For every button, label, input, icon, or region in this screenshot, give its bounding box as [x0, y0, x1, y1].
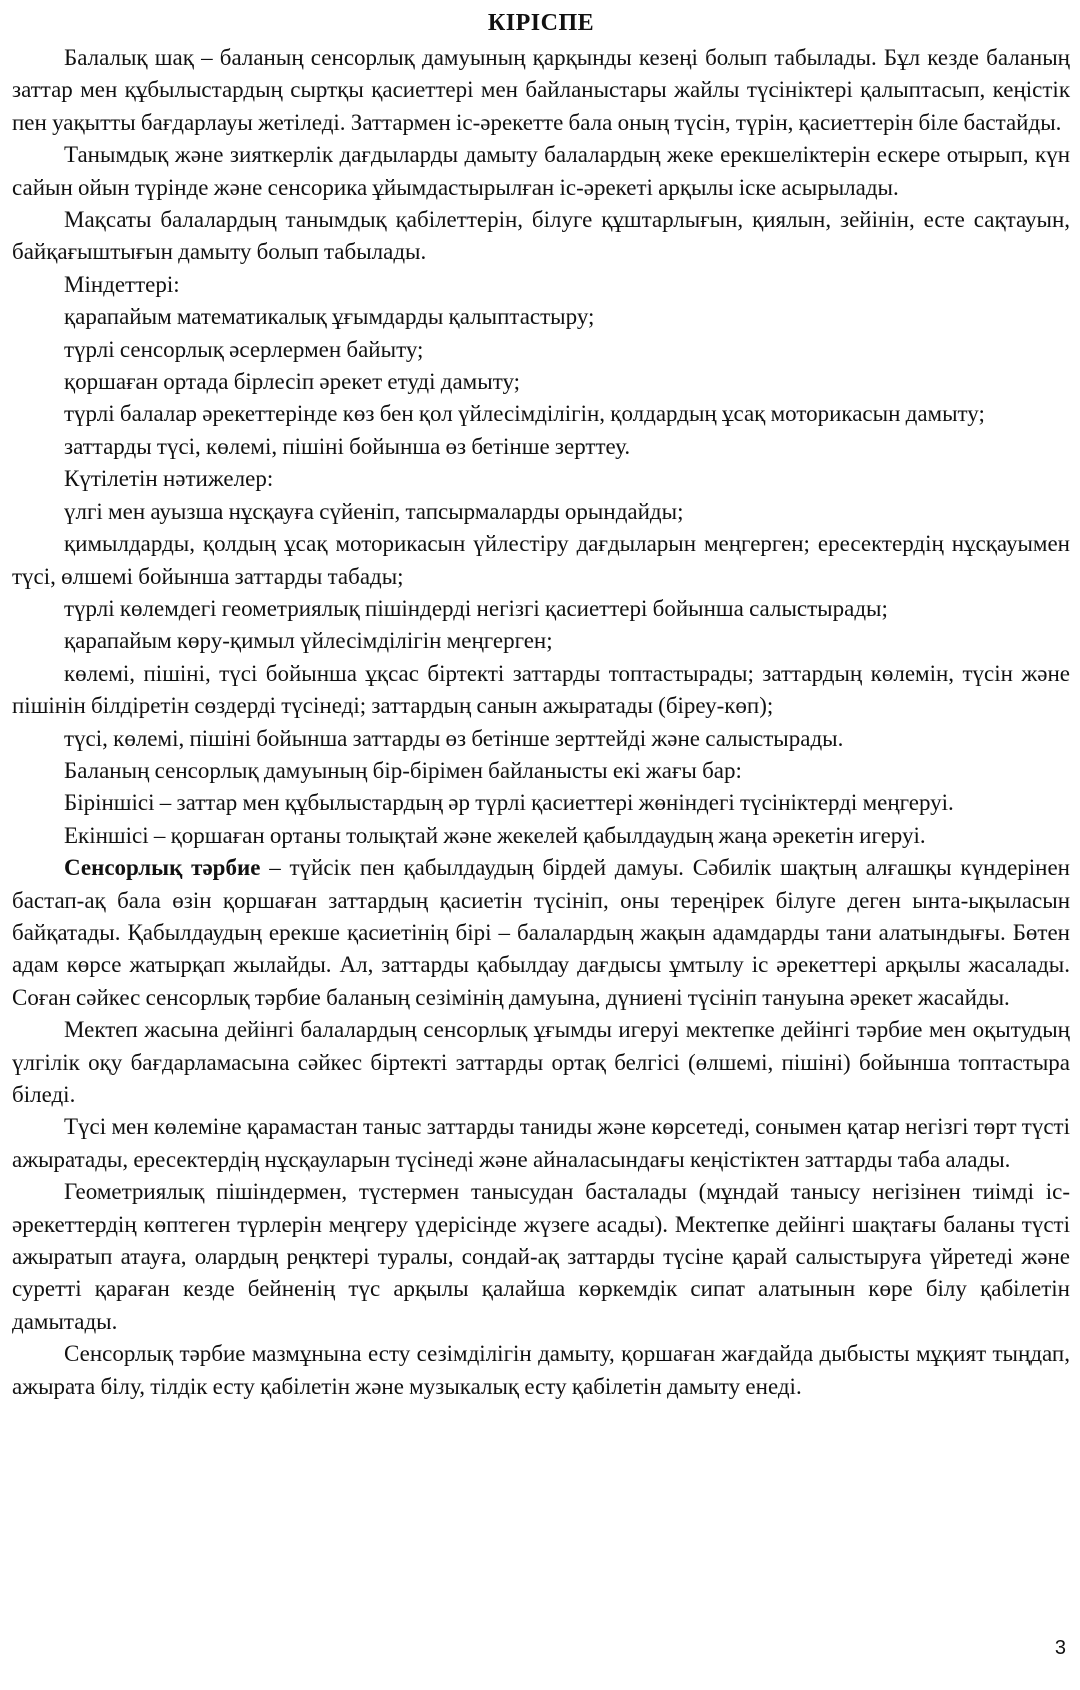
- paragraph-second-side: Екіншісі – қоршаған ортаны толықтай және жекелей қабылдаудың жаңа әрекетін игеруі.: [64, 822, 926, 848]
- paragraph-first-side: Біріншісі – заттар мен құбылыстардың әр түрлі қасиеттері жөніндегі түсініктерді меңгеруі.: [64, 790, 954, 816]
- paragraph-1: Балалық шақ – баланың сенсорлық дамуының қарқынды кезеңі болып табылады. Бұл кезде баланың заттар мен құбылыстардың сыртқы қасиеттері мен байланыстары жайлы түсініктері қалыптасып, кеңістік пен уақытты бағдарлауы жетіледі. Заттармен іс-әрекетте бала оның түсін, түрін, қасиеттерін біле бастайды.: [12, 45, 1070, 135]
- paragraph-3: Мақсаты балалардың танымдық қабілеттерін, білуге құштарлығын, қиялын, зейінін, есте сақтауын, байқағыштығын дамыту болып табылады.: [12, 207, 1070, 265]
- page-title: КІРІСПЕ: [487, 10, 595, 36]
- task-item-1: қарапайым математикалық ұғымдарды қалыптастыру;: [64, 304, 595, 330]
- sensory-education-term: Сенсорлық тәрбие: [64, 855, 261, 881]
- task-item-3: қоршаған ортада бірлесіп әрекет етуді дамыту;: [64, 369, 521, 395]
- task-item-5: заттарды түсі, көлемі, пішіні бойынша өз бетінше зерттеу.: [64, 433, 631, 459]
- paragraph-2: Танымдық және зияткерлік дағдыларды дамыту балалардың жеке ерекшеліктерін ескере отырып, күн сайын ойын түрінде және сенсорика ұйымдастырылған іс-әрекеті арқылы іске асырылады.: [12, 142, 1070, 200]
- task-item-2: түрлі сенсорлық әсерлермен байыту;: [64, 336, 424, 362]
- closing-paragraph-2: Түсі мен көлеміне қарамастан таныс заттарды таниды және көрсетеді, сонымен қатар негізгі төрт түсті ажыратады, ересектердің нұсқауларын түсінеді және айналасындағы кеңістіктен заттарды таба алады.: [12, 1114, 1070, 1172]
- document-page: [12, 4, 1070, 1403]
- page-number: 3: [1054, 1637, 1066, 1659]
- closing-paragraph-4: Сенсорлық тәрбие мазмұнына есту сезімділігін дамыту, қоршаған жағдайда дыбысты мұқият тыңдап, ажырата білу, тілдік есту қабілетін және музыкалық есту қабілетін дамыту енеді.: [12, 1341, 1070, 1399]
- result-item-2: қимылдарды, қолдың ұсақ моторикасын үйлестіру дағдыларын меңгерген; ересектердің нұсқауымен түсі, өлшемі бойынша заттарды табады;: [12, 531, 1070, 589]
- paragraph-sides-intro: Баланың сенсорлық дамуының бір-бірімен байланысты екі жағы бар:: [64, 757, 742, 783]
- result-item-4: қарапайым көру-қимыл үйлесімділігін меңгерген;: [64, 628, 553, 654]
- tasks-heading: Міндеттері:: [64, 271, 180, 297]
- result-item-1: үлгі мен ауызша нұсқауға сүйеніп, тапсырмаларды орындайды;: [64, 498, 684, 524]
- sensory-education-text: – түйсік пен қабылдаудың бірдей дамуы. Сәбилік шақтың алғашқы күндерінен бастап-ақ бала өзін қоршаған заттардың қасиетін түсініп, оны тереңірек білуге деген ынта-ықыласын байқатады. Қабылдаудың ерекше қасиетінің бірі – балалардың жақын адамдарды тани алатындығы. Бөтен адам көрсе жатырқап жылайды. Ал, заттарды қабылдау дағдысы ұмтылу іс әрекеттері арқылы жасалады. Соған сәйкес сенсорлық тәрбие баланың сезімінің дамуына, дүниені түсініп тануына әрекет жасайды.: [12, 855, 1070, 1010]
- result-item-5: көлемі, пішіні, түсі бойынша ұқсас біртекті заттарды топтастырады; заттардың көлемін, түсін және пішінін білдіретін сөздерді түсінеді; заттардың санын ажыратады (біреу-көп);: [12, 660, 1070, 719]
- result-item-3: түрлі көлемдегі геометриялық пішіндерді негізгі қасиеттері бойынша салыстырады;: [64, 595, 888, 621]
- result-item-6: түсі, көлемі, пішіні бойынша заттарды өз бетінше зерттейді және салыстырады.: [64, 725, 844, 751]
- paragraph-sensory-education: [12, 852, 1070, 1014]
- closing-paragraph-1: Мектеп жасына дейінгі балалардың сенсорлық ұғымды игеруі мектепке дейінгі тәрбие мен оқытудың үлгілік оқу бағдарламасына сәйкес біртекті заттарды ортақ белгісі (өлшемі, пішіні) бойынша топтастыра біледі.: [12, 1017, 1070, 1107]
- task-item-4: түрлі балалар әрекеттерінде көз бен қол үйлесімділігін, қолдардың ұсақ моторикасын дамыту;: [64, 401, 985, 427]
- results-heading: Күтілетін нәтижелер:: [64, 466, 274, 492]
- closing-paragraph-3: Геометриялық пішіндермен, түстермен танысудан басталады (мұндай танысу негізінен тиімді іс-әрекеттердің көптеген түрлерін меңгеру үдерісінде жүзеге асады). Мектепке дейінгі шақтағы баланы түсті ажыратып атауға, олардың реңктері туралы, сондай-ақ заттарды түсіне қарай салыстыруға үйретеді және суретті қараған кезде бейненің түс арқылы қалайша көркемдік сипат алатынын көре білу қабілетін дамытады.: [12, 1179, 1070, 1334]
